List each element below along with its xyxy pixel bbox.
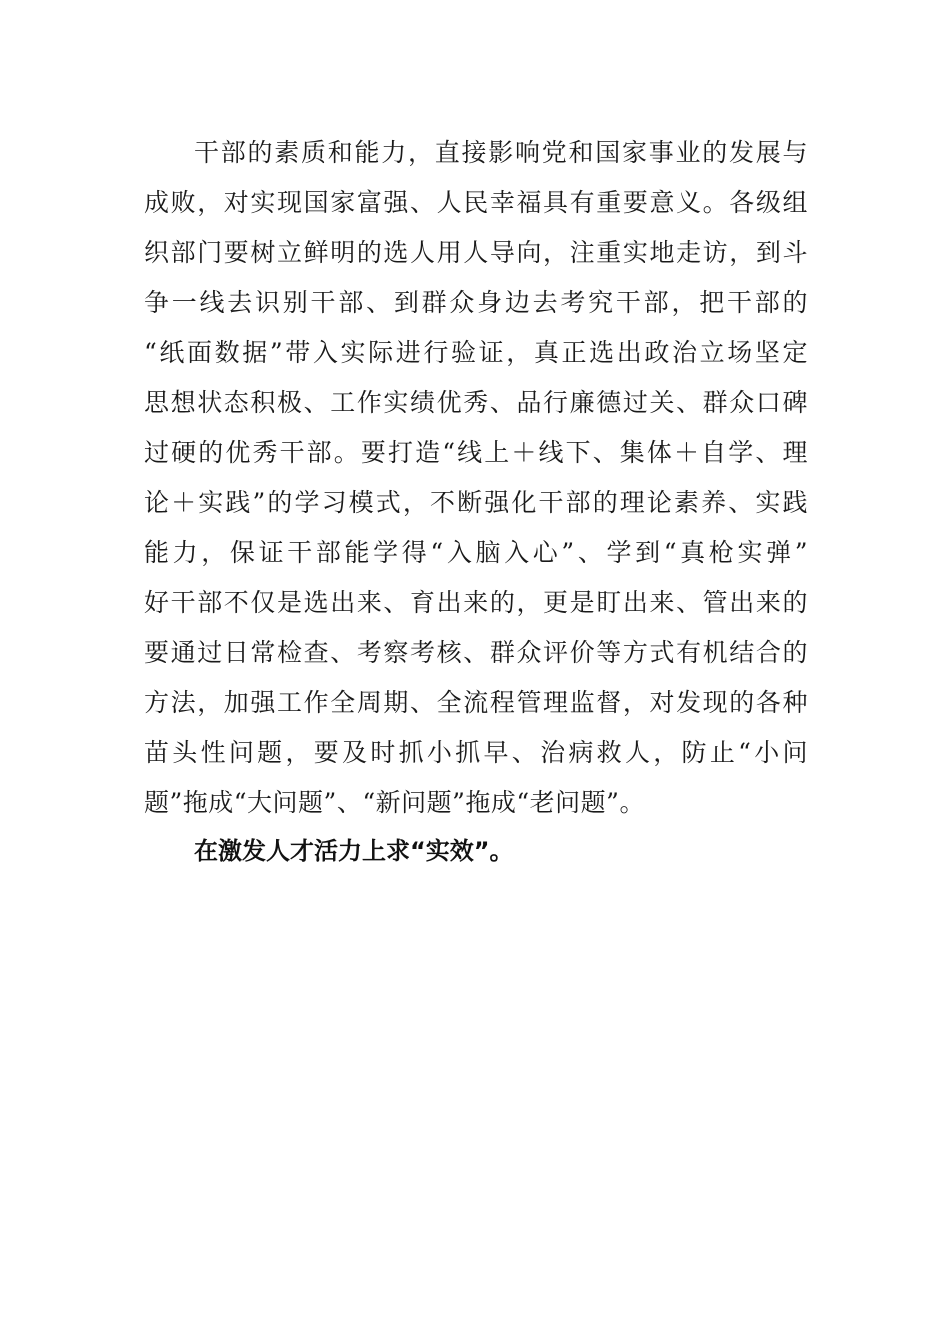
paragraph-line: 论＋实践”的学习模式，不断强化干部的理论素养、实践 [144,488,808,517]
paragraph-line: 要通过日常检查、考察考核、群众评价等方式有机结合的 [144,638,808,667]
body-paragraph [144,128,808,828]
paragraph-line: 好干部不仅是选出来、育出来的，更是盯出来、管出来的 [144,588,808,617]
paragraph-line: 苗头性问题，要及时抓小抓早、治病救人，防止“小问 [144,738,808,767]
paragraph-line: 干部的素质和能力，直接影响党和国家事业的发展与 [194,138,808,167]
paragraph-line: 方法，加强工作全周期、全流程管理监督，对发现的各种 [144,688,808,717]
paragraph-line: “纸面数据”带入实际进行验证，真正选出政治立场坚定 [144,338,808,367]
paragraph-line: 题”拖成“大问题”、“新问题”拖成“老问题”。 [144,788,645,817]
paragraph-line: 过硬的优秀干部。要打造“线上＋线下、集体＋自学、理 [144,438,808,467]
paragraph-line: 织部门要树立鲜明的选人用人导向，注重实地走访，到斗 [144,238,808,267]
paragraph-line: 成败，对实现国家富强、人民幸福具有重要意义。各级组 [144,188,808,217]
paragraph-line: 思想状态积极、工作实绩优秀、品行廉德过关、群众口碑 [144,388,808,417]
section-heading: 在激发人才活力上求“实效”。 [194,837,514,865]
paragraph-line: 能力，保证干部能学得“入脑入心”、学到“真枪实弹” [144,538,808,567]
paragraph-line: 争一线去识别干部、到群众身边去考究干部，把干部的 [144,288,808,317]
